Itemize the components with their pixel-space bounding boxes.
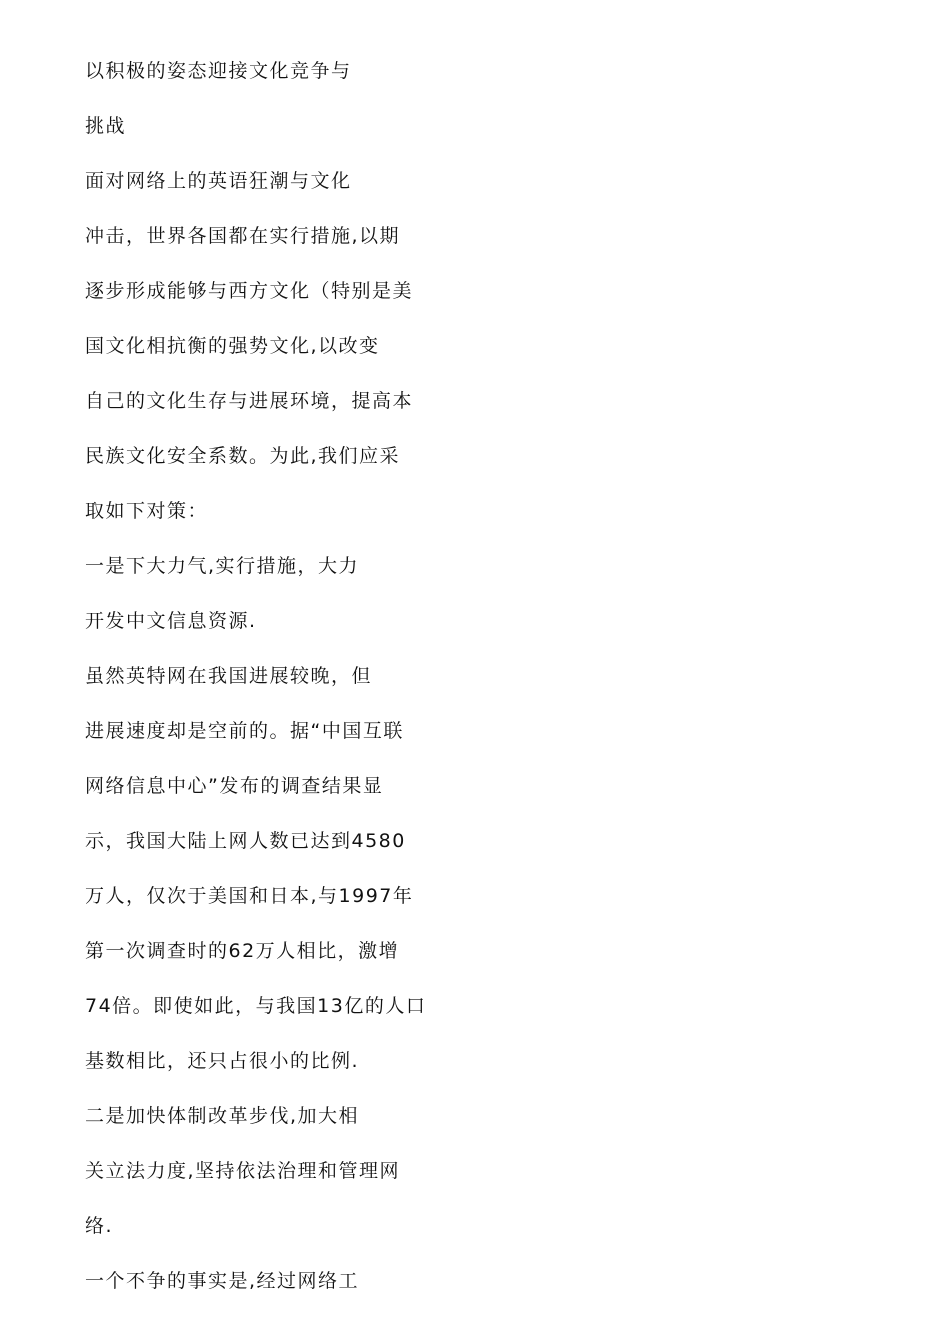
text-line: 虽然英特网在我国进展较晚，但 xyxy=(85,665,373,687)
text-line: 第一次调查时的62万人相比，激增 xyxy=(85,940,400,962)
text-line: 74倍。即使如此，与我国13亿的人口 xyxy=(85,995,427,1017)
text-line: 进展速度却是空前的。据“中国互联 xyxy=(85,720,404,742)
text-line: 面对网络上的英语狂潮与文化 xyxy=(85,170,352,192)
text-line: 示，我国大陆上网人数已达到4580 xyxy=(85,830,406,852)
text-line: 挑战 xyxy=(85,115,127,137)
text-line: 络. xyxy=(85,1215,114,1237)
text-line: 网络信息中心”发布的调查结果显 xyxy=(85,775,384,797)
text-line: 一是下大力气,实行措施，大力 xyxy=(85,555,360,577)
text-line: 逐步形成能够与西方文化（特别是美 xyxy=(85,280,414,302)
text-line: 以积极的姿态迎接文化竞争与 xyxy=(85,60,352,82)
text-line: 冲击，世界各国都在实行措施,以期 xyxy=(85,225,401,247)
text-line: 自己的文化生存与进展环境，提高本 xyxy=(85,390,414,412)
text-line: 开发中文信息资源. xyxy=(85,610,257,632)
text-line: 万人，仅次于美国和日本,与1997年 xyxy=(85,885,414,907)
text-line: 二是加快体制改革步伐,加大相 xyxy=(85,1105,360,1127)
body-text xyxy=(85,56,505,1321)
text-line: 民族文化安全系数。为此,我们应采 xyxy=(85,445,401,467)
text-line: 基数相比，还只占很小的比例. xyxy=(85,1050,360,1072)
text-line: 取如下对策： xyxy=(85,500,209,522)
text-line: 国文化相抗衡的强势文化,以改变 xyxy=(85,335,380,357)
text-line: 一个不争的事实是,经过网络工 xyxy=(85,1270,360,1292)
text-line: 关立法力度,坚持依法治理和管理网 xyxy=(85,1160,401,1182)
